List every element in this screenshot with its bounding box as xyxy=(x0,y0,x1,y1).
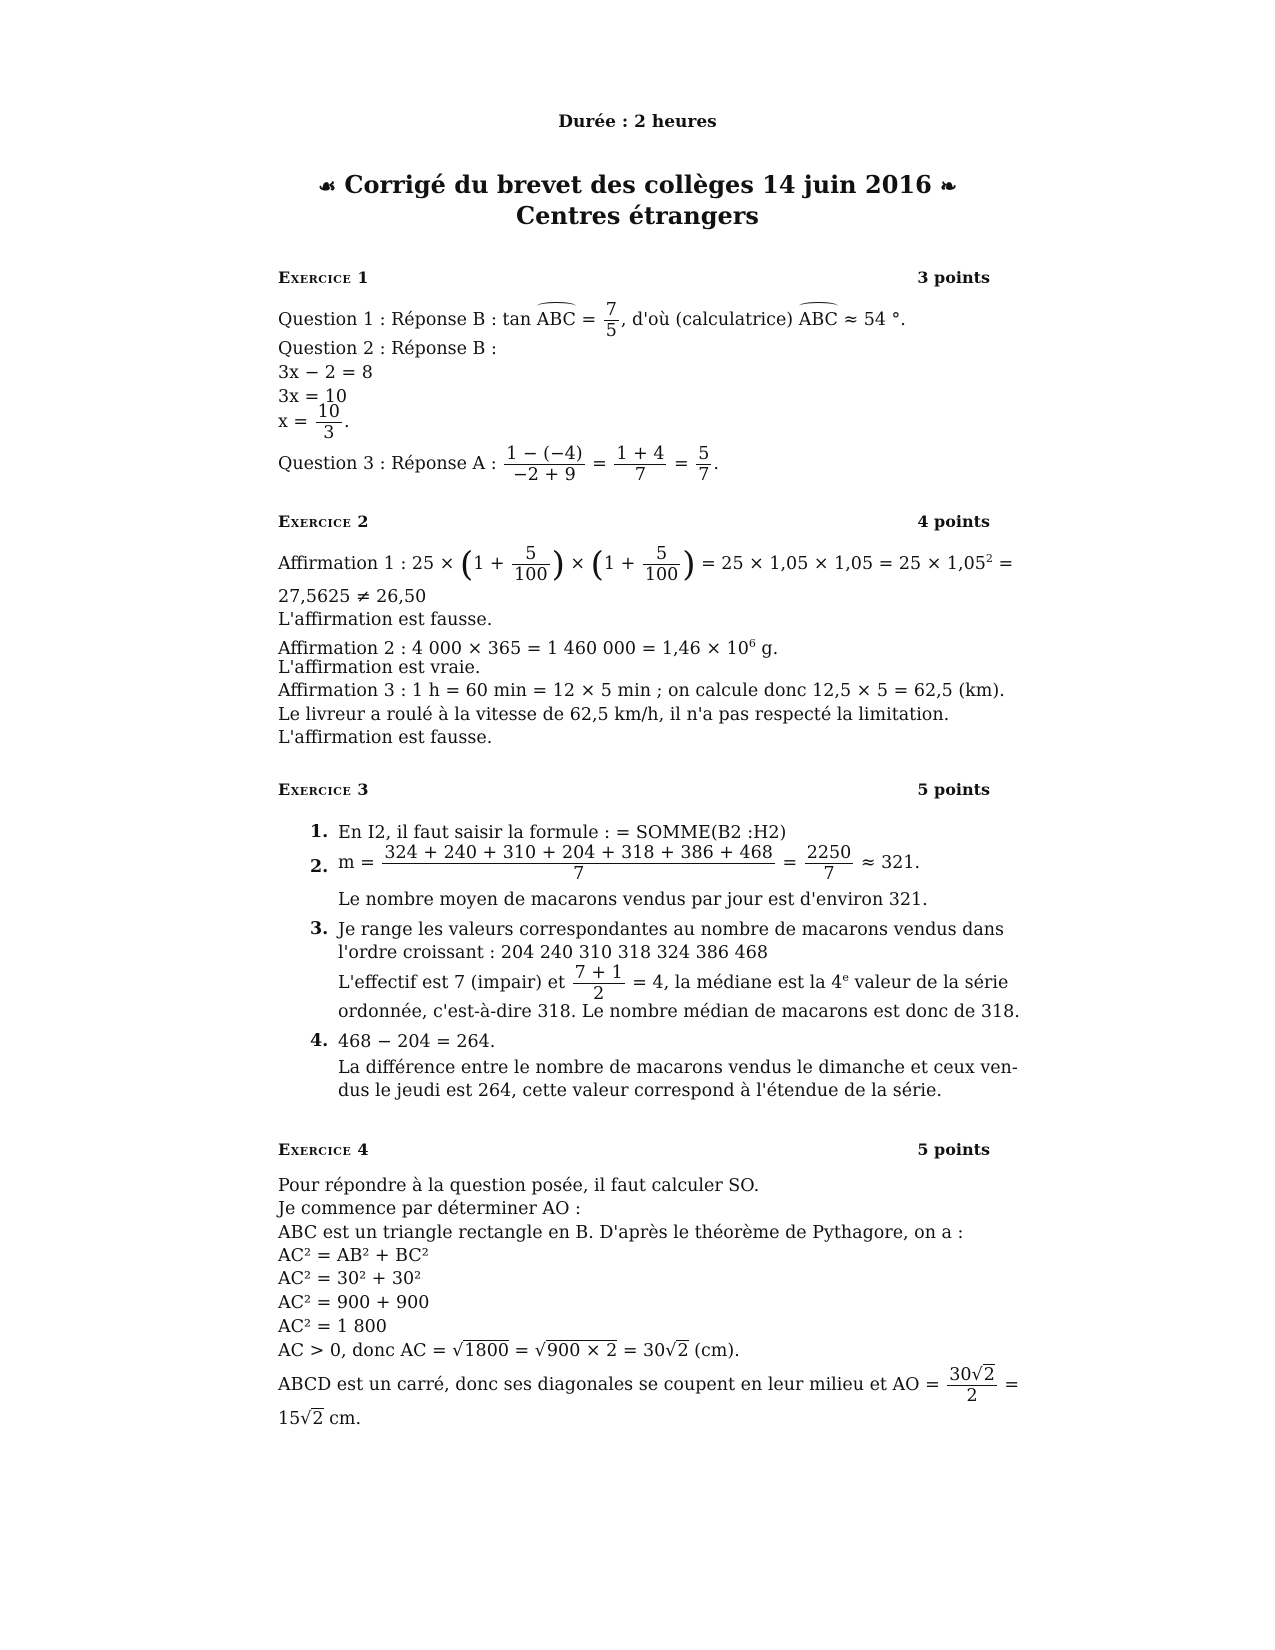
title-line2: Centres étrangers xyxy=(516,201,759,230)
item-number: 1. xyxy=(310,822,329,842)
ex3-item-1: En I2, il faut saisir la formule : = SOMME(B2 :H2) xyxy=(338,823,787,843)
ex3-item-2-text: Le nombre moyen de macarons vendus par jour est d'environ 321. xyxy=(338,890,928,910)
ex4-line-4: AC² = AB² + BC² xyxy=(278,1246,429,1266)
ex2-affirmation-3-b: Le livreur a roulé à la vitesse de 62,5 km/h, il n'a pas respecté la limitation. xyxy=(278,705,950,725)
exercise-3-header xyxy=(278,780,990,802)
fraction: $\frac{1 + 4}{7}$ xyxy=(616,444,665,485)
fraction: $\frac{7 + 1}{2}$ xyxy=(574,963,623,1004)
ex1-eq-3: x = $\frac{10}{3}$ . xyxy=(278,402,350,443)
ex2-affirmation-1-line2: 27,5625 ≠ 26,50 xyxy=(278,587,427,607)
exercise-4-points: 5 points xyxy=(917,1140,990,1159)
ex3-item-3-a: Je range les valeurs correspondantes au nombre de macarons vendus dans xyxy=(338,920,1004,940)
ex4-line-7: AC² = 1 800 xyxy=(278,1317,387,1337)
ex3-item-3-c: L'effectif est 7 (impair) et $\frac{7 + 1}{2}$ = 4, la médiane est la 4e valeur de la série xyxy=(338,963,1009,1004)
fraction: $\frac{7}{5}$ xyxy=(605,300,617,341)
ex3-item-4-b: La différence entre le nombre de macarons vendus le dimanche et ceux ven- xyxy=(338,1058,1018,1078)
ex1-q1-text: Question 1 : Réponse B : tan xyxy=(278,310,537,330)
fraction: $\frac{1 - (-4)}{-2 + 9}$ xyxy=(506,444,583,485)
ex4-line-3: ABC est un triangle rectangle en B. D'après le théorème de Pythagore, on a : xyxy=(278,1223,964,1243)
ex1-q1-text-c: ≈ 54 °. xyxy=(837,310,906,330)
title-line1: Corrigé du brevet des collèges 14 juin 2016 xyxy=(344,170,932,199)
ex1-question-2: Question 2 : Réponse B : xyxy=(278,339,497,359)
duration-label: Durée : 2 heures xyxy=(558,112,717,132)
ex1-eq-1: 3x − 2 = 8 xyxy=(278,363,373,383)
exercise-4-title: Exercice 4 xyxy=(278,1140,369,1159)
ex4-line-8: AC > 0, donc AC = √1800 = √900 × 2 = 30√2 (cm). xyxy=(278,1341,740,1361)
ex4-line-5: AC² = 30² + 30² xyxy=(278,1269,422,1289)
exercise-2-header xyxy=(278,512,990,534)
ex4-line-9: ABCD est un carré, donc ses diagonales se coupent en leur milieu et AO = $\frac{30√2}{2}$ = xyxy=(278,1365,1020,1406)
fraction: $\frac{5}{7}$ xyxy=(698,444,710,485)
fraction: $\frac{5}{100}$ xyxy=(644,544,679,585)
ex1-eq-2: 3x = 10 xyxy=(278,387,348,407)
ex1-q1-eq: = xyxy=(575,310,602,330)
ex2-conclusion-2: L'affirmation est vraie. xyxy=(278,658,481,678)
page-title xyxy=(0,170,1275,231)
ex4-line-2: Je commence par déterminer AO : xyxy=(278,1199,581,1219)
angle-abc: ABC xyxy=(536,310,576,330)
exercise-4-header xyxy=(278,1140,990,1162)
ex2-affirmation-2: Affirmation 2 : 4 000 × 365 = 1 460 $000 = 1,46 \times 10^6$ g. xyxy=(278,637,779,659)
item-number: 4. xyxy=(310,1031,329,1051)
fraction: $\frac{324 + 240 + 310 + 204 + 318 + 386 + 468}{7}$ xyxy=(384,843,773,884)
ex3-item-2: m = $\frac{324 + 240 + 310 + 204 + 318 + 386 + 468}{7}$ = $\frac{2250}{7}$ ≈ 321. xyxy=(338,843,921,884)
item-number: 3. xyxy=(310,919,329,939)
exercise-1-header xyxy=(278,268,990,290)
ornament-right-icon: ❧ xyxy=(940,174,957,198)
ex1-question-1 xyxy=(278,300,906,341)
ex2-conclusion-1: L'affirmation est fausse. xyxy=(278,610,493,630)
angle-abc: ABC xyxy=(798,310,838,330)
ornament-left-icon: ☙ xyxy=(318,174,336,198)
exercise-2-title: Exercice 2 xyxy=(278,512,369,531)
ex2-affirmation-1: Affirmation 1 : 25 × (1 + $\frac{5}{100}$ ) × (1 + $\frac{5}{100}$ ) = $25 \times 1,05 \times 1,05 = 25 \times 1,05^2$ = xyxy=(278,544,1014,585)
fraction: $\frac{10}{3}$ xyxy=(317,402,340,443)
ex4-line-1: Pour répondre à la question posée, il faut calculer SO. xyxy=(278,1176,760,1196)
exercise-3-points: 5 points xyxy=(917,780,990,799)
ex3-item-4-c: dus le jeudi est 264, cette valeur correspond à l'étendue de la série. xyxy=(338,1081,942,1101)
fraction: $\frac{5}{100}$ xyxy=(514,544,548,585)
ex3-item-3-b: l'ordre croissant : 204 240 310 318 324 386 468 xyxy=(338,943,769,963)
fraction: $\frac{2250}{7}$ xyxy=(806,843,852,884)
ex1-q1-text-b: , d'où (calculatrice) xyxy=(620,310,799,330)
ex3-item-4-a: 468 − 204 = 264. xyxy=(338,1032,496,1052)
exercise-1-title: Exercice 1 xyxy=(278,268,369,287)
exercise-1-points: 3 points xyxy=(917,268,990,287)
ex2-affirmation-3: Affirmation 3 : 1 h = 60 min = 12 × 5 min ; on calcule donc 12,5 × 5 = 62,5 (km). xyxy=(278,681,1005,701)
ex3-item-3-d: ordonnée, c'est-à-dire 318. Le nombre médian de macarons est donc de 318. xyxy=(338,1002,1020,1022)
ex4-line-10: 15√2 cm. xyxy=(278,1409,362,1429)
ex4-line-6: AC² = 900 + 900 xyxy=(278,1293,430,1313)
fraction: $\frac{30√2}{2}$ xyxy=(949,1365,995,1406)
item-number: 2. xyxy=(310,857,329,877)
exercise-3-title: Exercice 3 xyxy=(278,780,369,799)
ex2-conclusion-3: L'affirmation est fausse. xyxy=(278,728,493,748)
ex1-question-3: Question 3 : Réponse A : $\frac{1 - (-4)}{-2 + 9}$ = $\frac{1 + 4}{7}$ = $\frac{5}{7}$ . xyxy=(278,444,719,485)
exercise-2-points: 4 points xyxy=(917,512,990,531)
